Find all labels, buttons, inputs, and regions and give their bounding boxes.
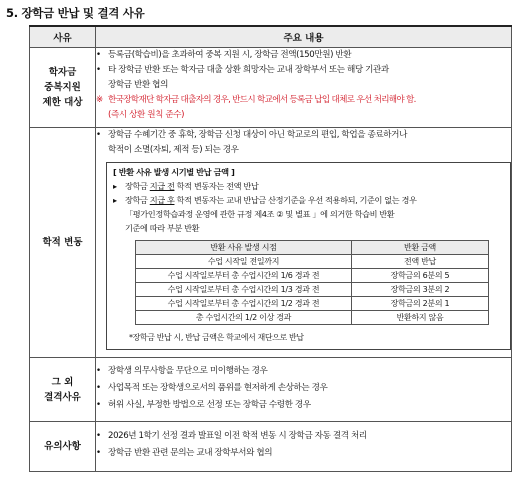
bullet-icon: • xyxy=(96,130,101,140)
bullet-icon: • xyxy=(96,431,101,441)
rule-text: 「평가인정학습과정 운영에 관한 규정 제4조 ② 및 별표 」에 의거한 학습비 반환 xyxy=(125,209,395,219)
bullet-icon: • xyxy=(96,366,101,376)
row-other-disqualification xyxy=(30,358,512,422)
rule-before-payment xyxy=(113,179,504,193)
table-cell: 수업 시작일로부터 총 수업시간의 1/2 경과 전 xyxy=(136,297,352,311)
label-line: 그 외 xyxy=(51,376,74,388)
table-cell: 반환하지 않음 xyxy=(352,311,489,325)
return-and-disqualification-table xyxy=(29,25,512,472)
bullet-icon: • xyxy=(96,65,101,75)
list-item xyxy=(96,428,511,445)
arrow-icon: ▸ xyxy=(113,195,117,205)
table-cell: 장학금의 6분의 5 xyxy=(352,269,489,283)
table-row xyxy=(136,255,489,269)
header-content: 주요 내용 xyxy=(96,26,512,48)
refund-note: *장학금 반납 시, 반납 금액은 학교에서 재단으로 반납 xyxy=(129,333,304,342)
bullet-icon: • xyxy=(96,50,101,60)
table-cell: 수업 시작일로부터 총 수업시간의 1/6 경과 전 xyxy=(136,269,352,283)
list-item-continuation xyxy=(96,78,511,93)
row-label-duplicate-support xyxy=(30,48,96,128)
warning-text: (즉시 상환 원칙 준수) xyxy=(108,110,185,120)
row-content-duplicate-support xyxy=(96,48,512,128)
row-label-other-disqualification xyxy=(30,358,96,422)
rule-text: 학적 변동자는 전액 반납 xyxy=(174,181,259,191)
table-header-row xyxy=(30,26,512,48)
list-item-text: 타 장학금 반환 또는 학자금 대출 상환 희망자는 교내 장학부서 또는 해당 기관과 xyxy=(108,65,389,75)
list-item xyxy=(96,48,511,63)
list-item-text: 허위 사실, 부정한 방법으로 선정 또는 장학금 수령한 경우 xyxy=(108,400,311,410)
bullet-icon: • xyxy=(96,383,101,393)
label-line: 제한 대상 xyxy=(42,97,83,108)
arrow-icon: ▸ xyxy=(113,181,117,191)
row-content-caution xyxy=(96,422,512,472)
list-item xyxy=(96,363,511,380)
list-item xyxy=(96,128,511,143)
table-row xyxy=(136,269,489,283)
rule-after-payment-cont xyxy=(113,221,504,235)
row-label-academic-status-change: 학적 변동 xyxy=(30,128,96,358)
list-item-text: 장학금 수혜기간 중 휴학, 장학금 신청 대상이 아닌 학교로의 편입, 학업을 종료하거나 xyxy=(108,130,407,140)
rule-text: 학적 변동자는 교내 반납금 산정기준을 우선 적용하되, 기준이 없는 경우 xyxy=(174,195,417,205)
table-row xyxy=(136,311,489,325)
table-row xyxy=(136,297,489,311)
row-caution xyxy=(30,422,512,472)
row-label-caution: 유의사항 xyxy=(30,422,96,472)
table-cell: 장학금의 3분의 2 xyxy=(352,283,489,297)
list-item-continuation xyxy=(96,143,511,158)
list-item-text: 사업목적 또는 장학생으로서의 품위를 현저하게 손상하는 경우 xyxy=(108,383,328,393)
table-cell: 수업 시작일 전일까지 xyxy=(136,255,352,269)
table-cell: 장학금의 2분의 1 xyxy=(352,297,489,311)
rule-after-payment xyxy=(113,193,504,207)
refund-amount-table xyxy=(135,240,489,325)
row-content-other-disqualification xyxy=(96,358,512,422)
list-item-text: 장학금 반환 협의 xyxy=(108,80,168,90)
rule-emphasis: 지급 전 xyxy=(149,181,175,191)
bullet-icon: • xyxy=(96,400,101,410)
warning-text: 한국장학재단 학자금 대출자의 경우, 반드시 학교에서 등록금 납입 대체로 우선 처리해야 함. xyxy=(108,95,416,105)
list-item-text: 등록금(학습비)을 초과하여 중복 지원 시, 장학금 전액(150만원) 반환 xyxy=(108,50,352,60)
inner-header-cell: 반환 금액 xyxy=(352,241,489,255)
list-item-text: 장학금 반환 관련 문의는 교내 장학부서와 협의 xyxy=(108,448,273,458)
list-item xyxy=(96,380,511,397)
warning-note-continuation xyxy=(96,108,511,123)
table-cell: 전액 반납 xyxy=(352,255,489,269)
list-item-text: 학적이 소멸(자퇴, 제적 등) 되는 경우 xyxy=(108,145,239,155)
row-duplicate-support xyxy=(30,48,512,128)
rule-after-payment-cont xyxy=(113,207,504,221)
row-content-academic-status-change xyxy=(96,128,512,358)
inner-header-cell: 반환 사유 발생 시점 xyxy=(136,241,352,255)
bullet-icon: • xyxy=(96,448,101,458)
rule-emphasis: 지급 후 xyxy=(149,195,175,205)
list-item-text: 2026년 1학기 선정 결과 발표일 이전 학적 변동 시 장학금 자동 결격 처리 xyxy=(108,431,367,441)
table-cell: 총 수업시간의 1/2 이상 경과 xyxy=(136,311,352,325)
label-line: 결격사유 xyxy=(44,391,81,403)
inner-header-row xyxy=(136,241,489,255)
table-cell: 수업 시작일로부터 총 수업시간의 1/3 경과 전 xyxy=(136,283,352,297)
list-item-text: 장학생 의무사항을 무단으로 미이행하는 경우 xyxy=(108,366,268,376)
warning-note xyxy=(96,93,511,108)
label-line: 중복지원 xyxy=(44,82,81,93)
label-line: 학자금 xyxy=(48,67,77,78)
list-item xyxy=(96,63,511,78)
box-title: [ 반환 사유 발생 시기별 반납 금액 ] xyxy=(113,167,235,177)
rule-text: 장학금 xyxy=(125,181,150,191)
row-academic-status-change xyxy=(30,128,512,358)
section-title: 5. 장학금 반납 및 결격 사유 xyxy=(6,6,145,20)
refund-schedule-box xyxy=(106,162,511,350)
header-reason: 사유 xyxy=(30,26,96,48)
reference-mark-icon: ※ xyxy=(96,95,103,105)
rule-text: 기준에 따라 부분 반환 xyxy=(125,223,200,233)
list-item xyxy=(96,397,511,414)
list-item xyxy=(96,445,511,462)
table-row xyxy=(136,283,489,297)
rule-text: 장학금 xyxy=(125,195,150,205)
